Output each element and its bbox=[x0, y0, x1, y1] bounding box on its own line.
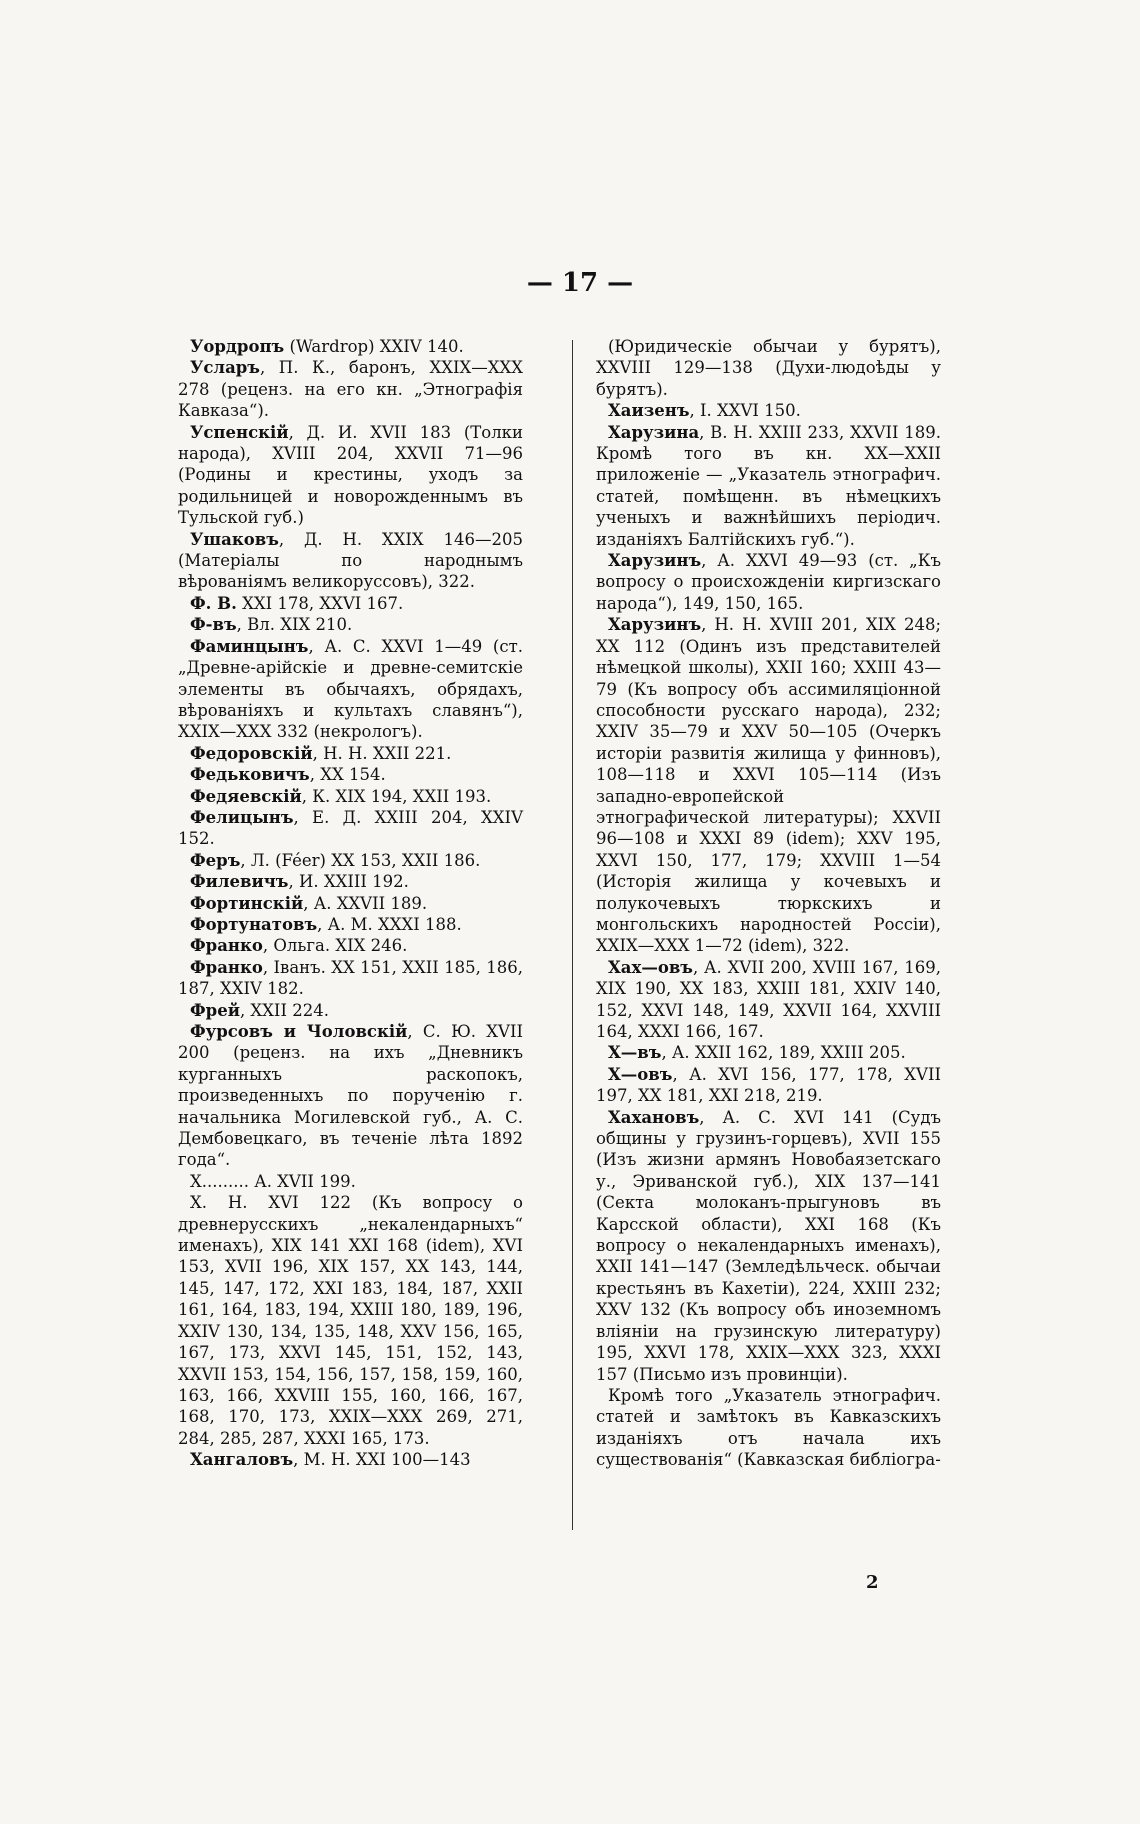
page-number: — 17 — bbox=[526, 268, 634, 298]
entry-text: , В. Н. XXIII 233, XXVII 189. Кромѣ того въ кн. XX—XXII приложеніе — „Указатель этнографич. статей, помѣщенн. въ нѣмецкихъ ученыхъ и важнѣйшихъ періодич. изданіяхъ Балтійскихъ губ.“). bbox=[596, 422, 941, 549]
index-entry bbox=[178, 636, 523, 743]
index-entry bbox=[178, 914, 523, 935]
entry-heading: Фаминцынъ bbox=[190, 636, 309, 656]
entry-text: , М. Н. XXI 100—143 bbox=[293, 1450, 471, 1470]
entry-heading: Фелицынъ bbox=[190, 807, 294, 827]
index-entry bbox=[178, 614, 523, 635]
entry-heading: Феръ bbox=[190, 850, 241, 870]
entry-text: (Юридическіе обычаи у бурятъ), XXVIII 129—138 (Духи-людоѣды у бурятъ). bbox=[596, 337, 941, 399]
entry-text: , Ольга. XIX 246. bbox=[262, 936, 408, 956]
entry-heading: Ф-въ bbox=[190, 615, 237, 635]
entry-heading: Федоровскій bbox=[190, 743, 313, 763]
entry-heading: Федяевскій bbox=[190, 786, 302, 806]
entry-heading: Фурсовъ и Чоловскій bbox=[190, 1022, 408, 1041]
index-entry bbox=[596, 1064, 941, 1107]
entry-text: , И. XXIII 192. bbox=[288, 872, 409, 892]
index-entry bbox=[178, 957, 523, 1000]
index-entry bbox=[178, 786, 523, 807]
entry-text: Х......... А. XVII 199. bbox=[190, 1171, 356, 1191]
right-column bbox=[596, 336, 941, 1471]
index-entry bbox=[178, 871, 523, 892]
index-entry bbox=[178, 1171, 523, 1192]
entry-heading: Хангаловъ bbox=[190, 1450, 294, 1470]
entry-heading: Ушаковъ bbox=[190, 529, 279, 549]
index-entry bbox=[178, 935, 523, 956]
index-entry bbox=[178, 422, 523, 529]
entry-heading: Успенскій bbox=[190, 422, 289, 442]
entry-text: Х. Н. XVI 122 (Къ вопросу о древнерусскихъ „некалендарныхъ“ именахъ), XIX 141 XXI 168 (idem), XVI 153, XVII 196, XIX 157, XX 143, 144, 145, 147, 172, XXI 183, 184, 187, XXII 161, 164, 183, 194, XXIII 180, 189, 196, XXIV 130, 134, 135, 148, XXV 156, 165, 167, 173, XXVI 145, 151, 152, 143, XXVII 153, 154, 156, 157, 158, 159, 160, 163, 166, XXVIII 155, 160, 166, 167, 168, 170, 173, XXIX—XXX 269, 271, 284, 285, 287, XXXI 165, 173. bbox=[178, 1193, 523, 1448]
entry-heading: Филевичъ bbox=[190, 872, 289, 892]
entry-text: , А. С. XVI 141 (Судъ общины у грузинъ-горцевъ), XVII 155 (Изъ жизни армянъ Новобаязетскаго у., Эриванской губ.), XIX 137—141 (Секта молоканъ-прыгуновъ въ Карсской области), XXI 168 (Къ вопросу о некалендарныхъ именахъ), XXII 141—147 (Земледѣльческ. обычаи крестьянъ въ Кахетіи), 224, XXIII 232; XXV 132 (Къ вопросу объ иноземномъ вліяніи на грузинскую литературу) 195, XXVI 178, XXIX—XXX 323, XXXI 157 (Письмо изъ провинціи). bbox=[596, 1107, 941, 1384]
entry-text: , Вл. XIX 210. bbox=[236, 615, 353, 635]
entry-text: , А. М. XXXI 188. bbox=[317, 914, 462, 934]
index-entry bbox=[596, 336, 941, 400]
entry-text: , XX 154. bbox=[309, 765, 386, 785]
left-column bbox=[178, 336, 523, 1471]
entry-heading: Ф. В. bbox=[190, 593, 237, 613]
entry-text: XXI 178, XXVI 167. bbox=[236, 593, 404, 613]
entry-text: , Н. Н. XVIII 201, XIX 248; XX 112 (Одинъ изъ представителей нѣмецкой школы), XXII 160; XXIII 43—79 (Къ вопросу объ ассимиляціонной способности русскаго народа), 232; XXIV 35—79 и XXV 50—105 (Очеркъ исторіи развитія жилища у финновъ), 108—118 и XXVI 105—114 (Изъ западно-европейской этнографической литературы); XXVII 96—108 и XXXI 89 (idem); XXV 195, XXVI 150, 177, 179; XXVIII 1—54 (Исторія жилища у кочевыхъ и полукочевыхъ тюркскихъ и монгольскихъ народностей Россіи), XXIX—XXX 1—72 (idem), 322. bbox=[596, 615, 941, 956]
entry-text: , А. XVI 156, 177, 178, XVII 197, XX 181, XXI 218, 219. bbox=[596, 1064, 941, 1106]
entry-heading: Франко bbox=[190, 936, 263, 956]
index-entry bbox=[178, 529, 523, 593]
index-entry bbox=[178, 1192, 523, 1449]
entry-heading: Х—въ bbox=[608, 1043, 662, 1063]
index-entry bbox=[178, 850, 523, 871]
entry-heading: Франко bbox=[190, 957, 263, 977]
entry-text: , А. XVII 200, XVIII 167, 169, XIX 190, XX 183, XXIII 181, XXIV 140, 152, XXVI 148, 149, XXVII 164, XXVIII 164, XXXI 166, 167. bbox=[596, 957, 941, 1041]
index-entry bbox=[178, 1021, 523, 1171]
index-entry bbox=[178, 357, 523, 421]
index-entry bbox=[596, 400, 941, 421]
entry-heading: Х—овъ bbox=[608, 1064, 673, 1084]
index-entry bbox=[178, 1449, 523, 1470]
entry-text: , С. Ю. XVII 200 (реценз. на ихъ „Дневникъ курганныхъ раскопокъ, произведенныхъ по порученію г. начальника Могилевской губ., А. С. Дембовецкаго, въ теченіе лѣта 1892 года“. bbox=[178, 1022, 523, 1170]
entry-text: Кромѣ того „Указатель этнографич. статей и замѣтокъ въ Кавказскихъ изданіяхъ отъ начала ихъ существованія“ (Кавказская библіогра- bbox=[596, 1385, 941, 1470]
entry-heading: Харузинъ bbox=[608, 551, 702, 571]
entry-heading: Фортунатовъ bbox=[190, 914, 318, 934]
entry-heading: Федьковичъ bbox=[190, 765, 310, 785]
index-entry bbox=[178, 593, 523, 614]
entry-text: , Л. (Féer) XX 153, XXII 186. bbox=[240, 850, 481, 870]
entry-text: , Іванъ. XX 151, XXII 185, 186, 187, XXIV 182. bbox=[178, 957, 523, 999]
index-entry bbox=[178, 893, 523, 914]
index-entry bbox=[178, 807, 523, 850]
index-entry bbox=[596, 422, 941, 550]
index-entry bbox=[596, 1107, 941, 1385]
entry-text: (Wardrop) XXIV 140. bbox=[284, 337, 464, 356]
entry-text: , К. XIX 194, XXII 193. bbox=[301, 786, 492, 806]
index-entry bbox=[596, 957, 941, 1043]
entry-text: , XXII 224. bbox=[239, 1000, 329, 1020]
index-entry bbox=[178, 743, 523, 764]
entry-text: , А. XXII 162, 189, XXIII 205. bbox=[661, 1043, 906, 1063]
entry-text: , А. XXVII 189. bbox=[303, 893, 428, 913]
index-entry bbox=[596, 1042, 941, 1063]
entry-text: , Н. Н. XXII 221. bbox=[312, 743, 452, 763]
signature-mark: 2 bbox=[866, 1572, 879, 1593]
entry-heading: Харузинъ bbox=[608, 615, 702, 635]
index-entry bbox=[178, 336, 523, 357]
index-entry bbox=[596, 1385, 941, 1471]
entry-text: , I. XXVI 150. bbox=[689, 401, 801, 421]
entry-text: , А. С. XXVI 1—49 (ст. „Древне-арійскіе и древне-семитскіе элементы въ обычаяхъ, обрядахъ, вѣрованіяхъ и культахъ славянъ“), XXIX—XXX 332 (некрологъ). bbox=[178, 636, 523, 742]
index-entry bbox=[596, 550, 941, 614]
index-entry bbox=[178, 764, 523, 785]
entry-heading: Харузина bbox=[608, 422, 700, 442]
index-entry bbox=[178, 1000, 523, 1021]
entry-heading: Усларъ bbox=[190, 358, 260, 378]
entry-text: , Д. И. XVII 183 (Толки народа), XVIII 204, XXVII 71—96 (Родины и крестины, уходъ за родильницей и новорожденнымъ въ Тульской губ.) bbox=[178, 422, 523, 528]
entry-heading: Фрей bbox=[190, 1000, 240, 1020]
entry-heading: Хаизенъ bbox=[608, 401, 690, 421]
entry-heading: Хахановъ bbox=[608, 1107, 700, 1127]
entry-heading: Хах—овъ bbox=[608, 957, 693, 977]
entry-heading: Фортинскій bbox=[190, 893, 304, 913]
column-divider bbox=[572, 340, 573, 1530]
entry-text: , Д. Н. XXIX 146—205 (Матеріалы по народнымъ вѣрованіямъ великоруссовъ), 322. bbox=[178, 529, 523, 592]
entry-heading: Уордропъ bbox=[190, 337, 285, 356]
entry-text: , А. XXVI 49—93 (ст. „Къ вопросу о происхожденіи киргизскаго народа“), 149, 150, 165. bbox=[596, 551, 941, 613]
entry-text: , Е. Д. XXIII 204, XXIV 152. bbox=[178, 807, 523, 849]
entry-text: , П. К., баронъ, XXIX—XXX 278 (реценз. на его кн. „Этнографія Кавказа“). bbox=[178, 358, 523, 421]
index-entry bbox=[596, 614, 941, 957]
